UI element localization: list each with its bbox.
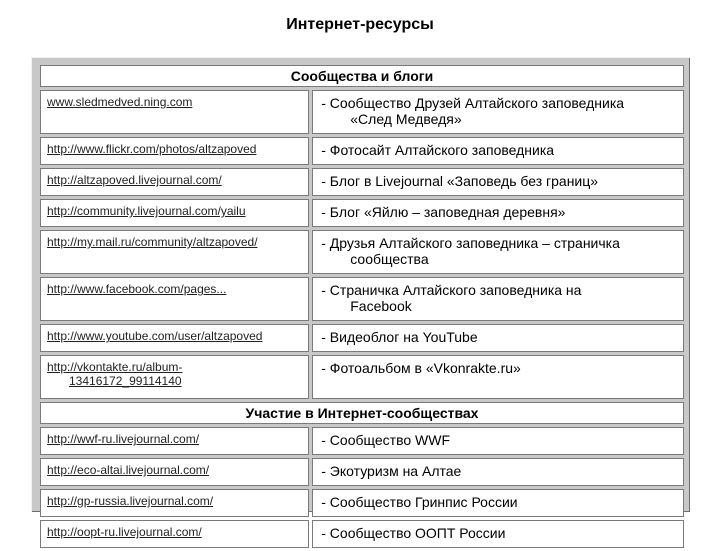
- section-heading-participation: Участие в Интернет-сообществах: [40, 402, 684, 424]
- page-title: Интернет-ресурсы: [286, 16, 434, 33]
- resource-description: - Блог в Livejournal «Заповедь без границ»: [312, 168, 684, 196]
- table-row: [40, 199, 684, 227]
- resource-link[interactable]: http://altzapoved.livejournal.com/: [40, 168, 309, 196]
- table-row: [40, 137, 684, 165]
- table-row: [40, 324, 684, 352]
- resource-link[interactable]: http://www.youtube.com/user/altzapoved: [40, 324, 309, 352]
- resource-description: - Сообщество WWF: [312, 427, 684, 455]
- resource-description: - Экотуризм на Алтае: [312, 458, 684, 486]
- section-heading-communities: Сообщества и блоги: [40, 65, 684, 87]
- table-row: [40, 520, 684, 548]
- table-row: [40, 230, 684, 274]
- table-row: [40, 277, 684, 321]
- table-row: [40, 355, 684, 399]
- table-row: [40, 489, 684, 517]
- resource-link[interactable]: http://www.flickr.com/photos/altzapoved: [40, 137, 309, 165]
- resource-description: - Сообщество Друзей Алтайского заповедника «След Медведя»: [312, 90, 684, 134]
- resource-description: - Блог «Яйлю – заповедная деревня»: [312, 199, 684, 227]
- resource-link[interactable]: http://wwf-ru.livejournal.com/: [40, 427, 309, 455]
- table-row: [40, 90, 684, 134]
- resource-description: - Сообщество Гринпис России: [312, 489, 684, 517]
- resource-link[interactable]: http://eco-altai.livejournal.com/: [40, 458, 309, 486]
- resource-link[interactable]: http://oopt-ru.livejournal.com/: [40, 520, 309, 548]
- table-row: [40, 427, 684, 455]
- resource-description: - Друзья Алтайского заповедника – страничка сообщества: [312, 230, 684, 274]
- resource-link[interactable]: http://my.mail.ru/community/altzapoved/: [40, 230, 309, 274]
- resource-description: - Страничка Алтайского заповедника на Facebook: [312, 277, 684, 321]
- resource-link[interactable]: http://vkontakte.ru/album- 13416172_99114140: [40, 355, 309, 399]
- table-row: [40, 168, 684, 196]
- table-row: [40, 458, 684, 486]
- resource-link[interactable]: http://gp-russia.livejournal.com/: [40, 489, 309, 517]
- resource-description: - Фотосайт Алтайского заповедника: [312, 137, 684, 165]
- resource-link[interactable]: http://www.facebook.com/pages...: [40, 277, 309, 321]
- resource-description: - Сообщество ООПТ России: [312, 520, 684, 548]
- resource-description: - Фотоальбом в «Vkonrakte.ru»: [312, 355, 684, 399]
- resource-description: - Видеоблог на YouTube: [312, 324, 684, 352]
- resource-link[interactable]: http://community.livejournal.com/yailu: [40, 199, 309, 227]
- resources-table: [37, 62, 687, 551]
- resource-link[interactable]: www.sledmedved.ning.com: [40, 90, 309, 134]
